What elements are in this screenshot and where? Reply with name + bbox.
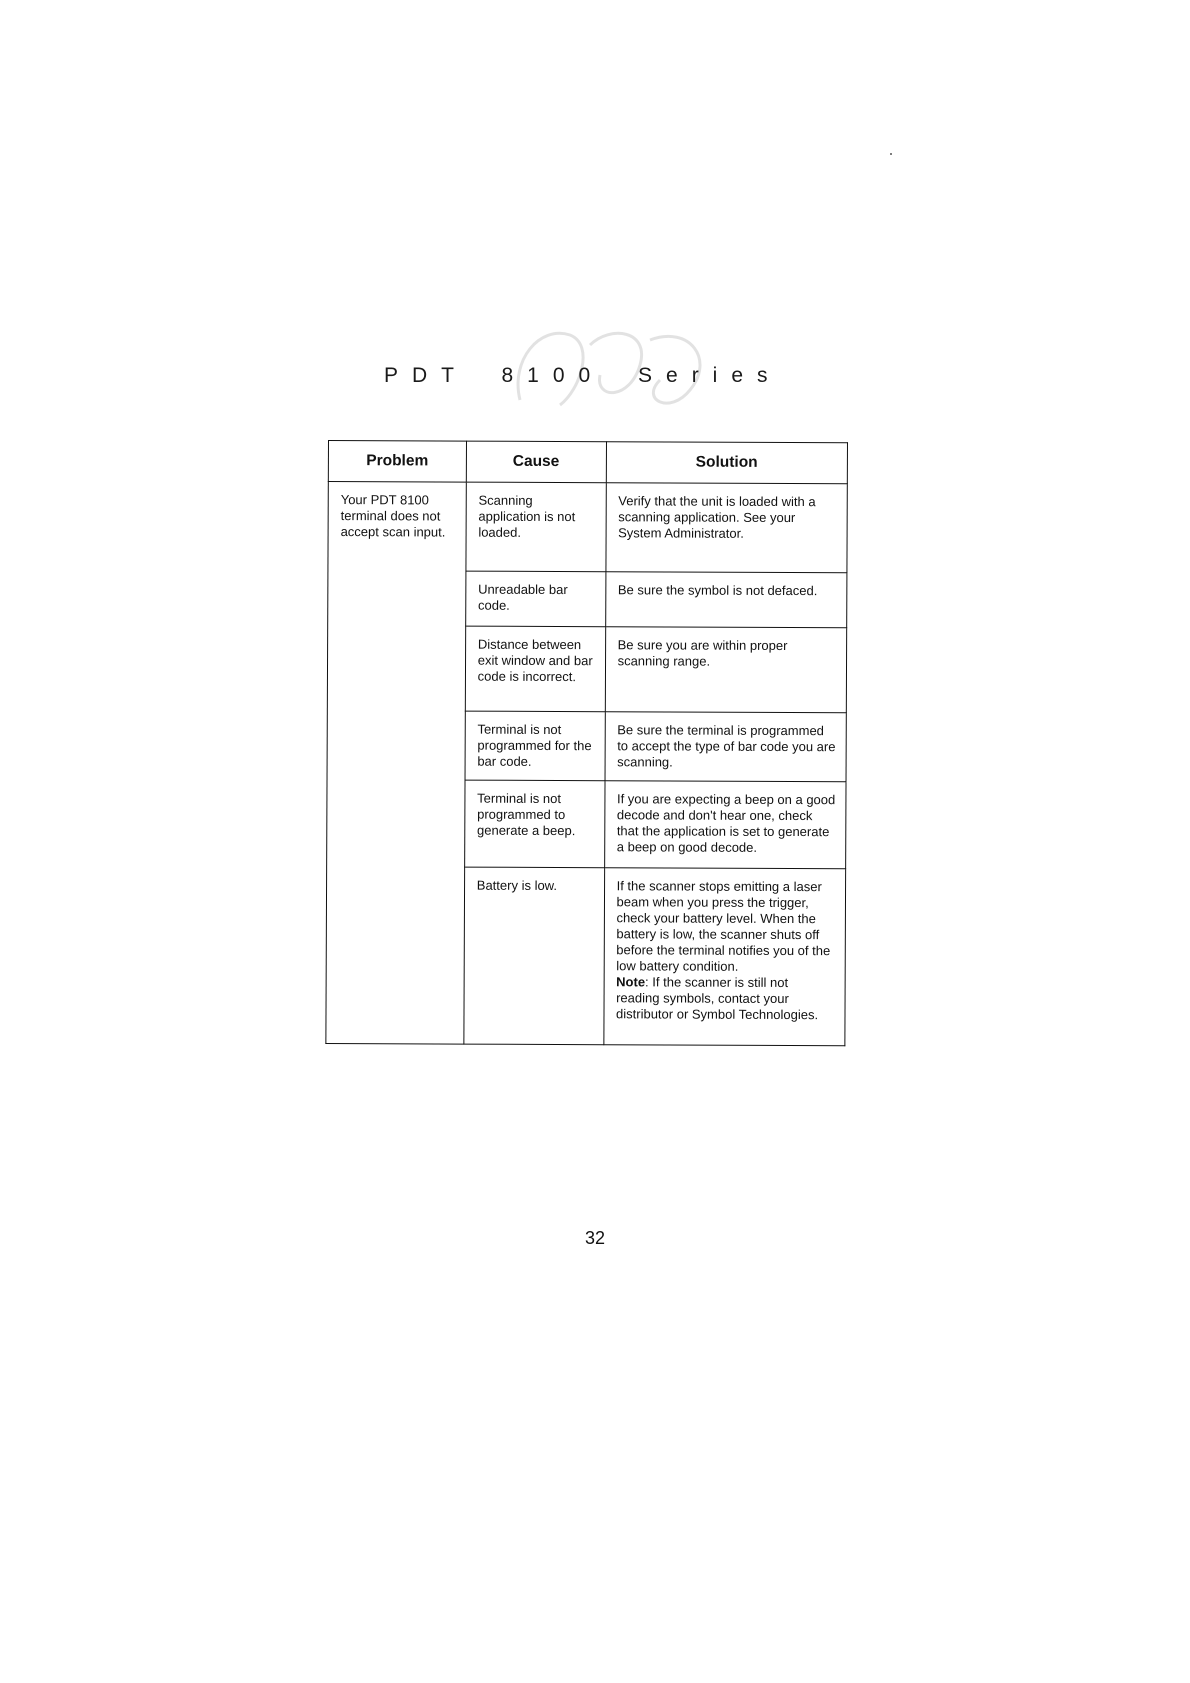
cause-cell: Unreadable bar code. — [465, 571, 605, 627]
page-number: 32 — [584, 1228, 606, 1248]
solution-cell: Be sure the symbol is not defaced. — [605, 572, 847, 628]
cause-cell: Terminal is not programmed for the bar code. — [465, 711, 605, 781]
solution-cell: Be sure the terminal is programmed to accept the type of bar code you are scanning. — [605, 712, 847, 782]
solution-cell — [603, 868, 845, 1046]
problem-cell: Your PDT 8100 terminal does not accept scan input. — [326, 482, 466, 1045]
solution-text: If the scanner stops emitting a laser beam when you press the trigger, check your battery level. When the battery is low, the scanner shuts off before the terminal notifies you of the low battery condition. — [616, 878, 831, 974]
header-problem: Problem — [328, 441, 466, 483]
cause-cell: Scanning application is not loaded. — [466, 482, 606, 572]
table-header-row — [328, 441, 847, 484]
scan-artifact-dot — [890, 153, 892, 155]
solution-cell: Be sure you are within proper scanning range. — [605, 627, 847, 713]
table-row — [328, 482, 847, 573]
cause-cell: Battery is low. — [464, 867, 605, 1045]
cause-cell: Distance between exit window and bar code is incorrect. — [465, 626, 605, 712]
document-header-title: PDT 8100 Series — [384, 364, 782, 387]
note-label: Note — [616, 974, 646, 990]
header-cause: Cause — [466, 441, 606, 483]
solution-cell: Verify that the unit is loaded with a scanning application. See your System Administrator. — [605, 483, 847, 573]
note-text: : If the scanner is still not reading symbols, contact your distributor or Symbol Technologies. — [616, 974, 819, 1023]
header-solution: Solution — [606, 442, 848, 484]
solution-cell: If you are expecting a beep on a good decode and don't hear one, check that the application is set to generate a beep on good decode. — [604, 781, 846, 869]
troubleshooting-table — [325, 440, 848, 1046]
cause-cell: Terminal is not programmed to generate a beep. — [464, 780, 604, 868]
